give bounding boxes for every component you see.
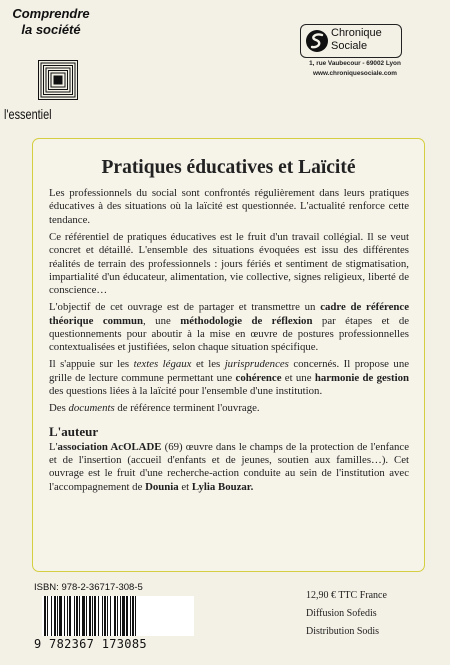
emphasis-bold: association AcOLADE bbox=[57, 440, 162, 453]
publisher-name bbox=[331, 27, 399, 53]
barcode-digits: 9 782367 173085 bbox=[34, 637, 147, 651]
publisher-address: 1, rue Vaubecour - 69002 Lyon bbox=[309, 60, 401, 67]
publisher-website: www.chroniquesociale.com bbox=[313, 70, 397, 77]
emphasis-bold: méthodologie de réflexion bbox=[180, 314, 313, 327]
emphasis-bold: cadre de référence théorique commun bbox=[49, 301, 410, 327]
content-frame bbox=[32, 138, 425, 572]
text-run: L'objectif de cet ouvrage est de partager et transmettre un bbox=[49, 301, 321, 314]
emphasis-italic: jurisprudences bbox=[224, 358, 289, 371]
publisher-logo-box bbox=[300, 24, 402, 58]
text-run: Il s'appuie sur les bbox=[49, 358, 134, 371]
text-run: concernés. Il propose une grille de lecture commune permettant une bbox=[49, 358, 410, 384]
barcode-icon bbox=[42, 596, 194, 636]
emphasis-bold: harmonie de gestion bbox=[314, 371, 409, 384]
series-title-line1: Comprendre bbox=[12, 6, 90, 21]
book-title: Pratiques éducatives et Laïcité bbox=[101, 157, 356, 178]
paragraph-documents bbox=[49, 402, 409, 415]
author-heading: L'auteur bbox=[49, 423, 99, 439]
text-run: L' bbox=[49, 440, 58, 453]
publisher-name-line2: Sociale bbox=[331, 40, 368, 52]
nested-squares-logo-icon bbox=[38, 60, 78, 100]
text-run: Des bbox=[49, 402, 69, 415]
text-run: et bbox=[178, 480, 192, 493]
barcode-block bbox=[34, 582, 196, 652]
chronique-sociale-logo-icon bbox=[305, 29, 329, 53]
distribution: Diffusion Sofedis bbox=[306, 608, 377, 619]
text-run: de référence terminent l'ouvrage. bbox=[114, 402, 260, 415]
back-cover-text bbox=[49, 187, 409, 498]
text-run: (69) œuvre dans le champs de la protection de l'enfance et de l'insertion (accueil d'enfants et de jeunes, soutien aux familles…). Cet ouvrage est le fruit d'une recherche-action conduite au sein de l'institution avec l'accompagnement de bbox=[49, 440, 409, 493]
text-run: , une bbox=[143, 314, 181, 327]
publisher-name-line1: Chronique bbox=[331, 27, 382, 39]
paragraph-intro: Les professionnels du social sont confrontés régulièrement dans leurs pratiques éducatives à des situations où la laïcité est questionnée. L'actualité renforce cette tendance. bbox=[49, 187, 409, 226]
price: 12,90 € TTC France bbox=[306, 590, 387, 601]
paragraph-objective bbox=[49, 301, 409, 355]
paragraph-author bbox=[49, 441, 409, 495]
series-name: l'essentiel bbox=[4, 106, 52, 122]
series-title bbox=[6, 6, 96, 38]
isbn: ISBN: 978-2-36717-308-5 bbox=[34, 582, 143, 593]
series-title-line2: la société bbox=[21, 22, 81, 37]
emphasis-italic: textes légaux bbox=[133, 358, 192, 371]
text-run: et une bbox=[281, 371, 315, 384]
text-run: des questions liées à la laïcité pour l'ensemble d'une institution. bbox=[49, 385, 323, 398]
text-run: et les bbox=[191, 358, 225, 371]
paragraph-support bbox=[49, 358, 409, 398]
emphasis-bold: Dounia bbox=[145, 480, 179, 493]
emphasis-bold: cohérence bbox=[235, 371, 282, 384]
emphasis-bold: Lylia Bouzar. bbox=[191, 480, 254, 493]
distributor: Distribution Sodis bbox=[306, 626, 380, 637]
paragraph-referential: Ce référentiel de pratiques éducatives est le fruit d'un travail collégial. Il se veut concret et détaillé. L'ensemble des situations évoquées est issu des différentes réalités de terrain des professionnels : jours fériés et sentiment de stigmatisation, impartialité d'un éducateur, alimentation, vie collective, signes religieux, liberté de conscience… bbox=[49, 230, 409, 297]
emphasis-italic: documents bbox=[68, 402, 115, 415]
text-run: par étapes et de questionnements pour aboutir à la mise en œuvre de postures professionnelles contextualisées et justifiées, selon chaque situation spécifique. bbox=[49, 314, 410, 354]
